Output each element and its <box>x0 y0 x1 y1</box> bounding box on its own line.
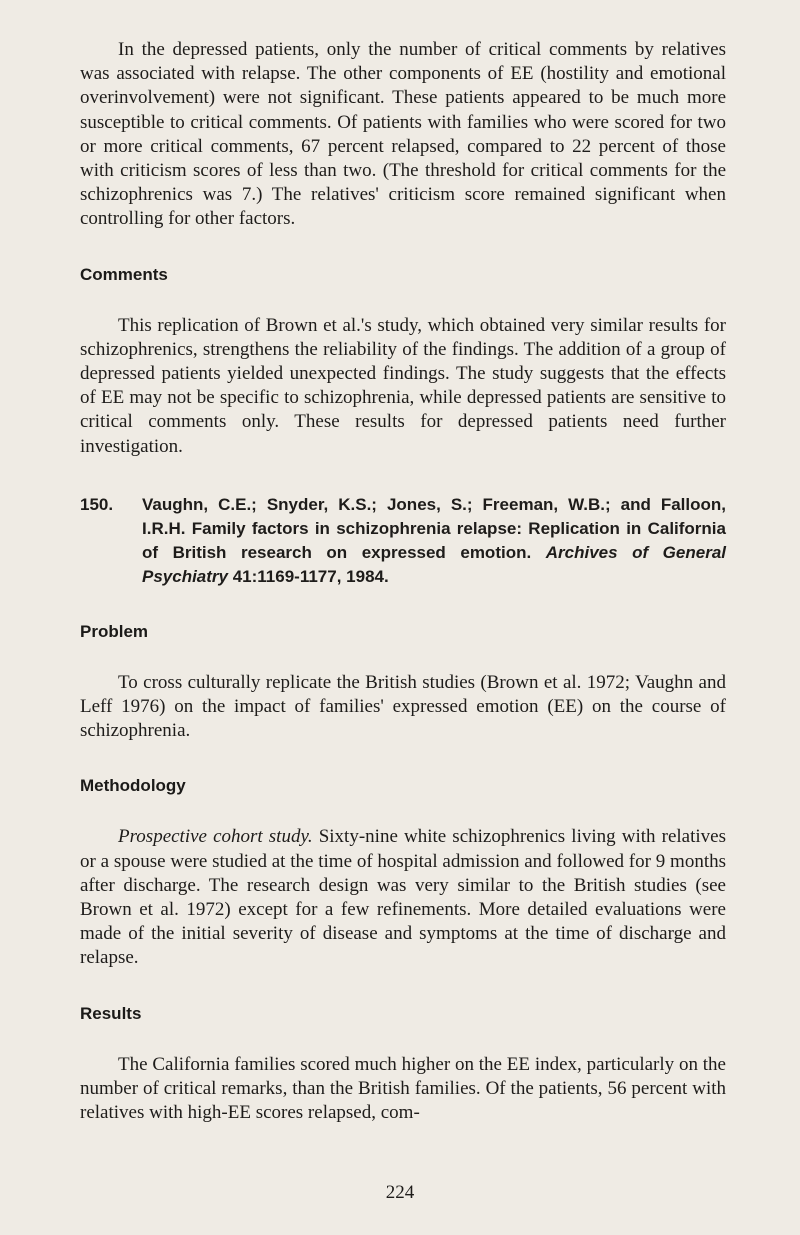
page-number: 224 <box>385 1182 415 1203</box>
methodology-paragraph <box>80 825 726 970</box>
methodology-heading: Methodology <box>80 776 186 796</box>
problem-heading: Problem <box>80 621 149 641</box>
page-content <box>80 38 726 1125</box>
methodology-study-type: Prospective cohort study. <box>118 826 313 848</box>
results-paragraph: The California families scored much higher on the EE index, particularly on the number of critical remarks, than the British families. Of the patients, 56 percent with relatives with high-EE scores relapsed, com- <box>80 1053 726 1124</box>
problem-paragraph: To cross culturally replicate the British studies (Brown et al. 1972; Vaughn and Leff 1976) on the impact of families' expressed emotion (EE) on the course of schizophrenia. <box>80 671 726 742</box>
citation-number: 150. <box>80 494 114 514</box>
methodology-text: Sixty-nine white schizophrenics living with relatives or a spouse were studied at the time of hospital admission and followed for 9 months after discharge. The research design was very similar to the British studies (see Brown et al. 1972) except for a few refinements. More detailed evaluations were made of the initial severity of disease and symptoms at the time of discharge and relapse. <box>80 826 726 969</box>
citation-volume-pages: 41:1169-1177, 1984. <box>228 566 389 586</box>
comments-paragraph: This replication of Brown et al.'s study, which obtained very similar results for schizophrenics, strengthens the reliability of the findings. The addition of a group of depressed patients yielded unexpected findings. The study suggests that the effects of EE may not be specific to schizophrenia, while depressed patients are sensitive to critical comments only. These results for depressed patients need further investigation. <box>80 314 726 457</box>
comments-heading: Comments <box>80 264 168 284</box>
citation-body <box>142 493 726 589</box>
citation-journal: Archives of General Psychiatry <box>142 542 726 586</box>
intro-paragraph: In the depressed patients, only the number of critical comments by relatives was associated with relapse. The other components of EE (hostility and emotional overinvolvement) were not significant. These patients appeared to be much more susceptible to critical comments. Of patients with families who were scored for two or more critical comments, 67 percent relapsed, compared to 22 percent of those with criticism scores of less than two. (The threshold for critical comments for the schizophrenics was 7.) The relatives' criticism score remained significant when controlling for other factors. <box>80 39 726 230</box>
results-heading: Results <box>80 1003 142 1023</box>
citation-authors-title: Vaughn, C.E.; Snyder, K.S.; Jones, S.; Freeman, W.B.; and Falloon, I.R.H. Family factors in schizophrenia relapse: Replication in California of British research on expressed emotion. <box>142 494 726 562</box>
citation-entry <box>80 493 726 589</box>
